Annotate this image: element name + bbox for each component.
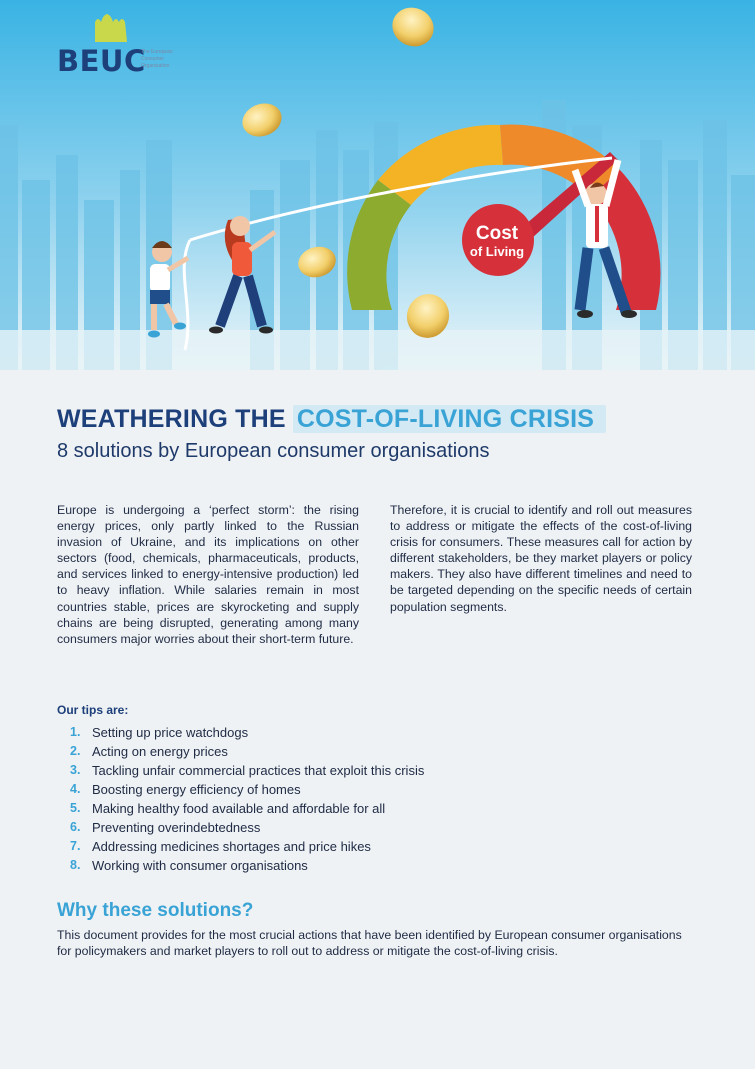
tip-number: 5. (70, 801, 81, 815)
page-subtitle: 8 solutions by European consumer organisations (57, 440, 490, 462)
tip-number: 1. (70, 725, 81, 739)
tip-number: 3. (70, 763, 81, 777)
title-main: WEATHERING THE (57, 405, 293, 433)
tip-text: Setting up price watchdogs (92, 725, 249, 740)
title-block (57, 405, 707, 463)
gauge-label (463, 207, 531, 275)
tips-list (70, 723, 424, 875)
list-item (70, 818, 424, 837)
tip-number: 7. (70, 839, 81, 853)
tip-number: 6. (70, 820, 81, 834)
logo-crown-icon (93, 14, 129, 44)
gauge-label-line2: of Living (469, 243, 525, 259)
why-text: This document provides for the most crucial actions that have been identified by European consumer organisations for policymakers and market players to roll out to address or mitigate the cost-of-living crisis. (57, 928, 682, 958)
logo-tagline: The European Consumer Organisation (141, 49, 173, 69)
gauge-label-line1: Cost (475, 222, 519, 244)
tip-number: 4. (70, 782, 81, 796)
tip-text: Addressing medicines shortages and price hikes (92, 839, 371, 854)
tip-text: Acting on energy prices (92, 744, 228, 759)
title-highlight: COST-OF-LIVING CRISIS (293, 405, 606, 433)
tip-text: Tackling unfair commercial practices that exploit this crisis (92, 763, 425, 778)
tips-heading: Our tips are: (57, 703, 129, 717)
intro-right: Therefore, it is crucial to identify and roll out measures to address or mitigate the effects of the cost-of-living crisis for consumers. These measures call for action by different stakeholders, be they market players or policy makers. They also have different timelines and need to be targeted depending on the specific needs of certain population segments. (390, 503, 692, 614)
intro-columns (57, 502, 692, 647)
tip-number: 8. (70, 858, 81, 872)
list-item (70, 761, 424, 780)
intro-left: Europe is undergoing a ‘perfect storm’: the rising energy prices, only partly linked to the Russian invasion of Ukraine, and its implications on other sectors (food, chemicals, pharmaceuticals, products, and services linked to energy-intensive production) led to heavy inflation. While salaries remain in most countries stable, prices are skyrocketing and supply chains are being disrupted, generating among many consumers major worries about their short-term future. (57, 503, 359, 646)
list-item (70, 837, 424, 856)
why-heading: Why these solutions? (57, 900, 254, 921)
page-title (57, 405, 707, 434)
list-item (70, 799, 424, 818)
list-item (70, 723, 424, 742)
list-item (70, 856, 424, 875)
tip-text: Boosting energy efficiency of homes (92, 782, 301, 797)
list-item (70, 780, 424, 799)
tip-number: 2. (70, 744, 81, 758)
tip-text: Making healthy food available and affordable for all (92, 801, 386, 816)
list-item (70, 742, 424, 761)
beuc-logo (57, 14, 197, 76)
hero-illustration (0, 0, 755, 370)
tip-text: Working with consumer organisations (92, 858, 308, 873)
tip-text: Preventing overindebtedness (92, 820, 261, 835)
logo-text: BEUC (57, 44, 146, 78)
